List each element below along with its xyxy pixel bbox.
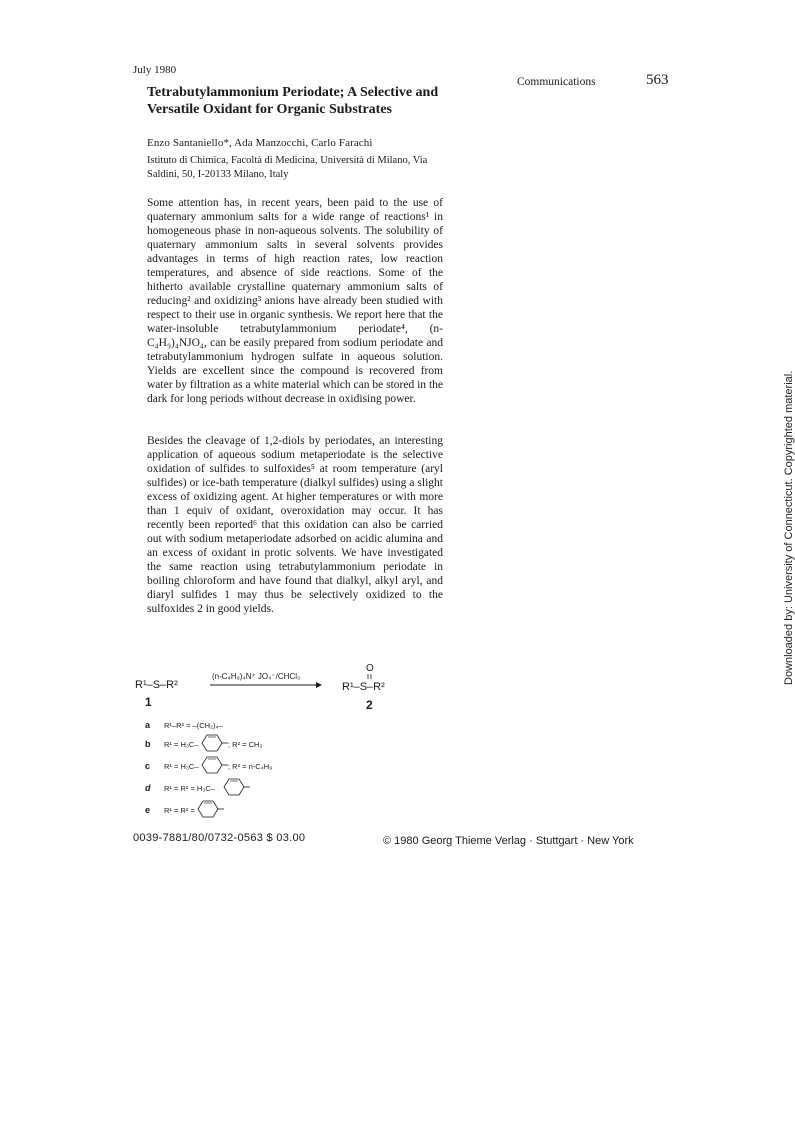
substituent-text-c: R¹ = H₃C– (164, 762, 199, 771)
issue-date: July 1980 (133, 64, 177, 76)
product-number: 2 (366, 698, 373, 712)
substituent-text-e: R¹ = R² = (164, 806, 195, 815)
substituent-text-a: R¹–R² = –(CH₂)₄– (164, 721, 223, 730)
arrow-head (316, 682, 322, 688)
page-number: 563 (646, 72, 669, 88)
substituent-text2-c: ; R² = n-C₄H₉ (228, 762, 273, 771)
reactant-formula: R¹–S–R² (135, 679, 178, 691)
reagent-label: (n-C₄H₉)₄N⁺ JO₄⁻/CHCl₃ (212, 672, 301, 681)
reaction-scheme (130, 663, 460, 846)
journal-section: Communications (517, 76, 596, 88)
benzene-ring-icon (202, 735, 228, 751)
substituent-text-d: R¹ = R² = H₃C– (164, 784, 215, 793)
substituent-label-e: e (145, 805, 151, 815)
substituent-text-b: R¹ = H₃C– (164, 740, 199, 749)
article-affiliation: Istituto di Chimica, Facoltà di Medicina, Università di Milano, Via Saldini, 50, I-20133 Milano, Italy (147, 155, 428, 180)
article-code: 0039-7881/80/0732-0563 $ 03.00 (133, 832, 306, 844)
substituent-label-c: c (145, 761, 151, 771)
substituent-label-a: a (145, 720, 151, 730)
article-authors: Enzo Santaniello*, Ada Manzocchi, Carlo Farachi (147, 137, 373, 149)
reactant-number: 1 (145, 695, 152, 709)
substituent-label-b: b (145, 739, 151, 749)
article-title: Tetrabutylammonium Periodate; A Selective and Versatile Oxidant for Organic Substrates (147, 85, 439, 117)
body-paragraph-1: Some attention has, in recent years, been paid to the use of quaternary ammonium salts for a wide range of reactions¹ in homogeneous phase in non-aqueous solvents. The solubility of quaternary ammonium salts in several solvents provides advantages in terms of high reaction rates, low reaction temperatures, and absence of side reactions. Some of the hitherto available crystalline quaternary ammonium salts of reducing² and oxidizing³ anions have already been studied with respect to their use in organic synthesis. We report here that the water-insoluble tetrabutylammonium periodate⁴, (n-C₄H₉)₄NJO₄, can be easily prepared from sodium periodate and tetrabutylammonium hydrogen sulfate in aqueous solution. Yields are excellent since the compound is recovered from water by filtration as a white material which can be stored in the dark for long periods without decrease in oxidising power. (147, 197, 443, 405)
benzene-ring-icon (224, 779, 250, 795)
benzene-ring-icon (202, 757, 228, 773)
benzene-ring-icon (198, 801, 224, 817)
product-oxygen: O (366, 663, 374, 674)
copyright-notice: © 1980 Georg Thieme Verlag · Stuttgart · New York (383, 835, 634, 847)
download-notice: Downloaded by: University of Connecticut. Copyrighted material. (783, 370, 795, 685)
substituent-label-d: d (145, 783, 151, 793)
body-paragraph-2: Besides the cleavage of 1,2-diols by periodates, an interesting application of aqueous sodium metaperiodate is the selective oxidation of sulfides to sulfoxides⁵ at room temperature (aryl sulfides) or ice-bath temperature (dialkyl sulfides) using a slight excess of oxidizing agent. At higher temperatures or with more than 1 equiv of oxidant, overoxidation may occur. It has recently been reported⁶ that this oxidation can also be carried out with sodium metaperiodate adsorbed on acidic alumina and an excess of oxidant in protic solvents. We have investigated the same reaction using tetrabutylammonium periodate in boiling chloroform and have found that dialkyl, alkyl aryl, and diaryl sulfides 1 may thus be selectively oxidized to the sulfoxides 2 in good yields. (147, 435, 443, 615)
substituent-text2-b: ; R² = CH₃ (228, 740, 263, 749)
product-formula: R¹–S–R² (342, 681, 385, 693)
